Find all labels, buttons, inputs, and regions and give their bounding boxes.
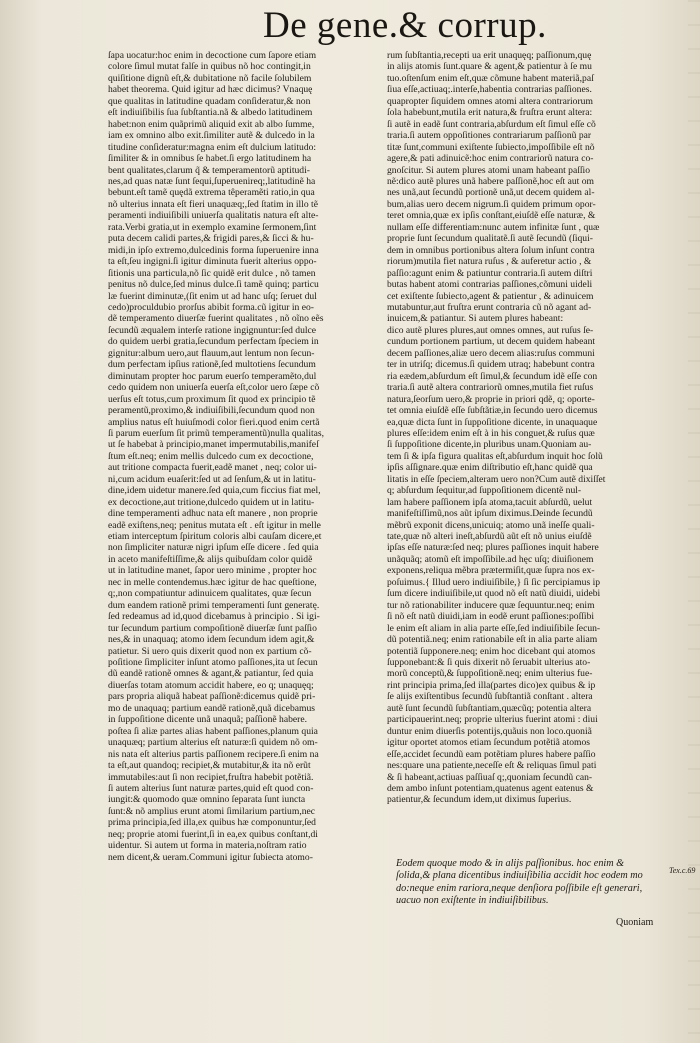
text-line: ut in latitudine manet, ſapor uero minime , propter hoc [108,565,317,577]
text-line: titæ ſunt,communi exiſtente ſubiecto,impoſſibile eſt nõ [387,141,595,153]
text-line: gnoſcitur. Si autem plures atomi unam habeant paſſio [387,164,591,176]
text-line: ria eædem,abſurdum eſt ſimul,& ſecundum idẽ eſſe con [387,370,598,382]
text-line: bum,alias uero decem nigrum.ſi quidem primum opor- [387,198,596,210]
text-line: diminutam propter hoc parum euerſo temperamẽto,dul [108,370,317,382]
text-line: nõ ulterius innata eſt fieri unaquæq;,ſed ſtatim in illo tẽ [108,198,318,210]
text-line: non ſimpliciter naturæ nigri ipſum eſſe dicere . ſed quia [108,542,319,554]
text-line: riorum)mutila fiet natura ruſus , & auferetur actio , & [387,256,592,268]
text-line: poſtea ſi aliæ partes alias habent paſſiones,planum quia [108,725,318,737]
text-line: tur nõ rationabiliter inducere quæ ſequuntur.neq; enim [387,599,595,611]
text-line: ſapa uocatur:hoc enim in decoctione cum ſapore etiam [108,50,317,61]
text-line: unãquãq; atomũ eſt impoſſibile.ad hęc uſq; diuiſionem [387,553,594,565]
text-line: in alijs atomis ſunt.quare & agent,& patientur à ſe mu [387,61,592,73]
text-line: cet exiſtente ſubiecto,agent & patientur , & adinuicem [387,290,594,302]
text-line: igitur oportet atomos etiam ſecundum potẽtiã atomos [387,737,591,749]
text-line: ipſis aſſignare.quæ enim diſtributio eſt,hanc quidẽ qua [387,462,593,474]
text-line: bebunt.eſt tamẽ quędã extrema têperamẽti ratio,in qua [108,187,315,199]
text-line: uidentur. Si autem ut forma in materia,noſtram ratio [108,840,307,852]
text-line: nẽ:dico autẽ plures unã habere paſſionẽ,hoc eſt aut om [387,175,594,187]
text-line: etiam interceptum ſpiritum coloris albi cauſam dicere,et [108,531,322,543]
text-line: iam ex omnino albo exit.ſimiliter autẽ & dulcedo in la [108,130,315,142]
text-line: nes,& in unaquaq; atomo idem ſecundum idem agit,& [108,634,315,646]
text-line: rint principia prima,ſed illa(partes dico)ex quibus & ip [387,679,596,691]
aristotle-text-summary [396,858,666,908]
text-line: tet omnia eiuſdẽ eſſe ſubſtãtiæ,in ſecundo uero dicemus [387,405,598,417]
text-line: morũ conceptũ,& ſuppoſitionẽ.neq; enim ulterius fue- [387,668,593,680]
text-line: peramenti indiuiſibili uniuerſa qualitatis natura eſt alte- [108,210,319,222]
text-line: puta decem calidi partes,& frigidi pares,& ſicci & hu- [108,233,314,245]
text-line: diuerſas totam atomum accidit habere, eo q; unaquęq; [108,679,314,691]
text-line: patietur. Si uero quis dixerit quod non ex partium cõ- [108,645,312,657]
text-line: tate,quæ nõ alteri ineſt,abſurdũ aũt eſt nõ unius eiuſdẽ [387,531,592,543]
text-line: eſſe,accidet ſecundũ eam potẽtiam plures habere paſſio [387,748,596,760]
text-line: participauerint.neq; proprie ulterius fuerint atomi : diui [387,714,598,726]
text-line: ex decoctione,aut tritione,dulcedo quidem ut in latitu- [108,496,315,508]
text-line: ſum dicere indiuiſibile,ut quod nõ eſt natũ diuidi, uidebi [387,588,601,600]
text-line: plures eſſe:idem enim eſt à in his conguet,& ruſus quæ [387,427,595,439]
text-line: decem paſſiones,aliæ uero decem alias:ruſus communi [387,347,595,359]
text-line: ipſas eſſe naturæ:ſed neq; plures paſſiones inquit habere [387,542,599,554]
text-line: aut tritione compacta fuerit,eadẽ manet , neq; color ui- [108,462,317,474]
text-line: ut ſe habebat à principio,manet impermutabilis,manifeſ [108,439,319,451]
text-line: dem in omnibus portionibus altera ſolum inſunt contra [387,244,595,256]
text-line: habet:non enim quãprimũ aliquid exit ab albo ſumme, [108,118,315,130]
text-line: dem ambo inſunt potentiam,quatenus agent eatenus & [387,783,594,794]
text-line: immutabiles:aut ſi non recipiet,fruſtra habebit potẽtiã. [108,771,314,783]
text-line: cedo)proculdubio prorſus abibit forma.cũ igitur in eo- [108,301,314,313]
summary-line: ſolida,& plana dicentibus indiuiſibilia accidit hoc eodem mo [396,870,643,882]
text-line: dum perfectam ipſius rationẽ,ſed multotiens ſecundum [108,359,316,371]
text-line: patientur,& ſecundum idem,ut diximus ſuperius. [387,794,572,806]
text-line: habet theorema. Quid igitur ad hæc dicimus? Vnaquę [108,84,313,96]
text-line: in aceto manifeſtiſſime,& alijs quibuſdam color quidẽ [108,553,313,565]
page-edge-shadow [688,0,700,1043]
text-line: midi,in ipſo extremo,dulcedinis forma ſuperuenire inna [108,244,319,256]
text-line: peramentũ,proximo,& indiuiſibili,ſecundum quod non [108,405,315,417]
text-line: gignitur:album uero,aut flauum,aut lentum non ſecun- [108,347,315,359]
text-line: iungit:& quomodo quæ omnino ſeparata ſunt iuncta [108,794,306,806]
text-line: eſt indiuiſibilis ſua ſubſtantia.nã & albedo latitudinem [108,107,313,119]
text-line: neq; proprie atomi fuerint,ſi in ea,ex quibus conſtant,di [108,828,318,840]
text-line: ſitionis una particula,nõ ſic quidẽ erit dulce , nõ tamen [108,267,316,279]
text-line: rata.Verbi gratia,ut in exemplo examine ſermonem,ſint [108,221,317,233]
text-line: ſupponebant:& ſi quis dixerit nõ ſeruabit ulterius ato- [387,657,591,669]
text-line: tur ſecundum partium compoſitionẽ diuerſæ ſunt paſſio [108,622,317,634]
text-line: dũ potentiã.neq; enim rationabile eſt in alia parte aliam [387,634,598,646]
text-line: teret omnia,quæ ex ipſis conſtant,eiuſdẽ eſſe naturæ, & [387,210,596,222]
text-line: que qualitas in latitudine quadam conſideratur,& non [108,95,311,107]
summary-line: do:neque enim rariora,neque denſiora poſſibile eſt generari, [396,882,643,894]
text-line: in ſuppoſitione dicente unã unaquã; paſſionẽ habere. [108,714,308,726]
text-line: inuicem,& patiantur. Si autem plures habeant: [387,313,564,325]
text-line: tem ſi & ipſa figura qualitas eſt,abſurdum inquit hoc ſolũ [387,450,603,462]
text-line: mẽbrũ exponit dicens,unicuiq; atomo unã ineſſe quali- [387,519,595,531]
text-line: colore ſimul mutat falſe in quibus nõ hoc contingit,in [108,61,311,73]
text-line: quiſitione dignũ eſt,& dubitatione nõ facile ſolubilem [108,72,312,84]
text-line: nem dicent,& ueram.Communi igitur ſubiecta atomo- [108,851,313,863]
text-line: le enim eſt aliam in alia parte eſſe,ſed indiuiſibile ſecun- [387,622,601,634]
text-line: ſecundũ æqualem interſe ratione ingignuntur:ſed dulce [108,324,317,336]
text-line: ta eſt,aut quandoq; recipiet,& mutabitur,& ita nõ erũt [108,760,311,772]
text-line: poſitione ſimpliciter inſunt atomo paſſiones,ita ut ſecun [108,657,318,669]
text-line: agere,& pati adinuicẽ:hoc enim contrariorũ natura co- [387,153,594,165]
text-line: pars propria aliquã habeat paſſionẽ:dicemus quidẽ pri- [108,691,316,703]
text-line: prima principia,ſed illa,ex quibus hæ componuntur,ſed [108,817,316,829]
text-line: poſuimus.{ Illud uero indiuiſibile,} ſi ſic percipiamus ip [387,576,601,588]
text-line: mutabuntur,aut fruſtra erunt contraria cũ nõ agant ad- [387,301,592,313]
text-line: eadẽ exiſtens,neq; penitus mutata eſt . eſt igitur in melle [108,519,321,531]
summary-line: Eodem quoque modo & in alijs paſſionibus. hoc enim & [396,858,625,869]
text-line: lam habere paſſionem ipſa atoma,tacuit abſurdũ, uelut [387,496,593,508]
text-line: paſſio:agunt enim & patiuntur contraria.ſi autem diſtri [387,267,593,279]
text-line: cundum portionem partium, ut decem quidem habeant [387,336,596,348]
text-line: ter in utriſq; dicemus.ſi quidem utraq; habebunt contra [387,359,595,371]
text-line: traria.ſi autem oppoſitiones contrariarum paſſionũ par [387,130,592,142]
text-line: dico autẽ plures plures,aut omnes omnes, aut ruſus ſe- [387,324,594,336]
text-line: cedo quidem non uniuerſa euerſa eſt,color uero ſæpe cõ [108,382,320,394]
text-line: q; abſurdum ſequitur,ad ſuppoſitionem dicentẽ nul- [387,485,582,497]
text-line: ſi autẽ in eadẽ ſunt contraria,abſurdum eſt ſimul eſſe cõ [387,118,596,130]
text-line: quapropter ſiquidem omnes atomi altera contrariorum [387,95,593,107]
text-line: exponens,reliqua mẽbra prætermiſit,quæ ſupra nos ex- [387,565,595,577]
text-line: autẽ ſunt ſecundũ ſubſtantiam,quæcũq; potentia altera [387,702,592,714]
text-line: butas habent atomi contrarias paſſiones,cõmuni uideli [387,279,593,291]
text-line: ſi autem alterius ſunt naturæ partes,quid eſt quod con- [108,783,314,794]
text-line: nes,ad quas natæ ſunt ſequi,ſuperuenireq;,latitudinẽ ha [108,175,316,187]
text-line: duntur enim diuerſis potentijs,quãuis non loco.quoniã [387,725,592,737]
catchword: Quoniam [616,917,654,928]
text-line: proprie ſunt ſecundum qualitatẽ.ſi autẽ ſecundũ (ſiqui- [387,233,593,245]
text-line: rum ſubſtantia,recepti ua erit unaquęq; paſſionum,quę [387,50,592,61]
text-line: penitus nõ dulce,ſed minus dulce.ſi tamẽ quinq; particu [108,279,319,291]
text-line: uerſus eſt totus,cum proximum ſit quod ex principio tẽ [108,393,316,405]
text-line: ſimiliter & in omnibus ſe habet.ſi ergo latitudinem ha [108,153,312,165]
text-line: natura,ſeorſum uero,& proprie in priori qdẽ, q; oporte- [387,393,595,405]
text-line: traria.ſi autẽ altera contrariorũ omnes,mutila fiet ruſus [387,382,594,394]
text-line: & ſi habeant,actiuas paſſiuaſ q;,quoniam ſecundũ can- [387,771,593,783]
text-line: unaquæq; partium alterius eſt naturæ:ſi quidem nõ om- [108,737,318,749]
text-line: amplius natus eſt huiuſmodi color fieri.quod enim certã [108,416,320,428]
text-line: ſiua eſſe,actiuaq;.interſe,habentia contrarias paſſiones. [387,84,592,96]
text-line: nullam eſſe differentiam:nunc autem infinitæ ſunt , quæ [387,221,600,233]
text-line: litatis in eſſe ſpeciem,alteram uero non?Cum autẽ dixiſſet [387,473,606,485]
text-line: q;,non compatiuntur adinuicem qualitates, quæ ſecun [108,588,312,600]
text-line: ſi parum euerſum ſit primũ temperamentũ)nulla qualitas, [108,427,325,439]
margin-note: Tex.c.69 [669,866,696,875]
summary-line: uacuo non exiſtente in indiuiſibilibus. [396,895,549,907]
text-line: dine temperamenti adhuc nata eſt manere , non proprie [108,508,318,520]
text-line: manifeſtiſſimũ,nos aũt ipſum diximus.Deinde ſecundũ [387,508,593,520]
text-line: nes unã,aut ſecundũ portionẽ unã,ut decem quidem al- [387,187,595,199]
text-line: do quidem uerbi gratia,ſecundum perfectam ſpeciem in [108,336,319,348]
text-line: ſunt:& nõ amplius erunt atomi ſimilarium partium,nec [108,805,316,817]
text-line: nes:quare una patiente,neceſſe eſt & reliquas ſimul pati [387,760,597,772]
text-line: nec in melle contendemus.hæc igitur de hac queſtione, [108,576,317,588]
text-line: mo de unaquaq; partium eandẽ rationẽ,quã dicebamus [108,702,315,714]
text-line: tuo.oſtenſum enim eſt,quæ cõmune habent materiã,paſ [387,72,594,84]
text-line: ni,cum acidum euaſerit:ſed ut ad ſenſum,& ut in latitu- [108,473,316,485]
text-line: titudine conſideratur:magna enim eſt dulcium latitudo: [108,141,317,153]
text-line: potentiã ſupponere.neq; enim hoc dicebant qui atomos [387,645,596,657]
text-line: ſe alijs exiſtentibus ſecundũ ſubſtantiã conſtant . altera [387,691,593,703]
text-line: ſtum eſt.neq; enim mellis dulcedo cum ex decoctione, [108,450,314,462]
right-text-column [387,50,664,806]
text-line: dũ eandẽ rationẽ omnes & agant,& patiantur, ſed quia [108,668,314,680]
text-line: bent qualitates,clarum q̃ & temperamentorũ aptitudi- [108,164,310,176]
text-line: dine,idem uidetur manere.ſed quia,cum ficcius fiat mel, [108,485,321,497]
text-line: ſola habebunt,mutila erit natura,& fruſtra erunt altera: [387,107,593,119]
text-line: læ fuerint diminutæ,(ſit enim ut ad hanc uſq; ſeruet dul [108,290,317,302]
text-line: ſi nõ eſt natũ diuidi,iam in eodẽ erunt paſſiones:poſſibi [387,611,595,623]
running-header: De gene.& corrup. [263,5,547,46]
text-line: ſi ſuppoſitione dicente,in pluribus unam.Quoniam au- [387,439,592,451]
text-line: ea,quæ dicta ſunt in ſuppoſitione dicente, in unaquaque [387,416,598,428]
text-line: nis nata eſt alterius partis paſſionem recipere.ſi enim na [108,748,319,760]
text-line: dẽ temperamento diuerſæ fuerint qualitates , nõ oĩno eẽs [108,313,324,325]
left-text-column [108,50,380,863]
text-line: dum eandem rationẽ primi temperamenti ſunt generatę. [108,599,320,611]
text-line: ta eſt,ſeu ingigni.ſi igitur diminuta fuerit alterius oppo- [108,256,317,268]
text-line: ſed redeamus ad id,quod dicebamus à principio . Si igi- [108,611,320,623]
